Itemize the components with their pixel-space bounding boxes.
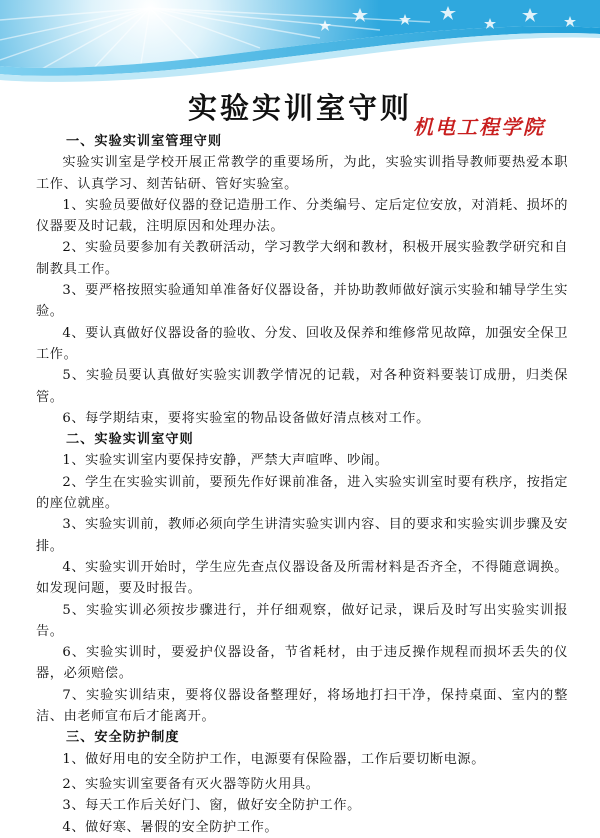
rule-paragraph: 7、实验实训结束，要将仪器设备整理好，将场地打扫干净，保持桌面、室内的整洁、由老师宣布后才能离开。 [36,687,568,725]
rule-paragraph: 5、实验实训必须按步骤进行，并仔细观察，做好记录，课后及时写出实验实训报告。 [36,602,568,639]
school-name: 机电工程学院 [413,115,545,139]
rule-paragraph: 4、要认真做好仪器设备的验收、分发、回收及保养和维修常见故障，加强安全保卫工作。 [36,325,568,362]
banner-graphic [0,0,600,82]
section-safety [36,727,568,837]
rule-paragraph: 3、每天工作后关好门、窗，做好安全防护工作。 [62,798,361,814]
section-lab-rules [36,429,568,727]
rules-content [36,131,568,838]
rule-paragraph: 1、实验员要做好仪器的登记造册工作、分类编号、定后定位安放，对消耗、损坏的仪器要及时记载，注明原因和处理办法。 [36,197,568,235]
header-banner [0,0,600,82]
rule-paragraph: 4、实验实训开始时，学生应先查点仪器设备及所需材料是否齐全，不得随意调换。如发现问题，要及时报告。 [36,559,568,597]
rule-paragraph: 6、实验实训时，要爱护仪器设备，节省耗材，由于违反操作规程而损坏丢失的仪器，必须赔偿。 [36,645,568,682]
rule-paragraph: 2、实验员要参加有关教研活动，学习教学大纲和教材，积极开展实验教学研究和自制教具工作。 [36,240,568,277]
rule-paragraph: 2、实验实训室要备有灭火器等防火用具。 [62,776,320,792]
section-management [36,131,568,429]
page-title: 实验实训室守则 [187,91,412,125]
rule-paragraph: 3、实验实训前，教师必须向学生讲清实验实训内容、目的要求和实验实训步骤及安排。 [36,517,568,554]
rule-paragraph: 3、要严格按照实验通知单准备好仪器设备，并协助教师做好演示实验和辅导学生实验。 [36,283,568,320]
rule-paragraph: 4、做好寒、暑假的安全防护工作。 [62,819,279,835]
rule-paragraph: 2、学生在实验实训前，要预先作好课前准备，进入实验实训室时要有秩序，按指定的座位就座。 [36,474,568,512]
rule-paragraph: 1、做好用电的安全防护工作，电源要有保险器，工作后要切断电源。 [62,751,486,767]
section-heading: 二、实验实训室守则 [66,432,194,448]
rule-paragraph: 实验实训室是学校开展正常教学的重要场所，为此，实验实训指导教师要热爱本职工作、认真学习、刻苦钻研、管好实验室。 [36,155,568,192]
section-heading: 一、实验实训室管理守则 [66,134,223,149]
rule-paragraph: 1、实验实训室内要保持安静，严禁大声喧哗、吵闹。 [62,453,389,469]
rule-paragraph: 5、实验员要认真做好实验实训教学情况的记载，对各种资料要装订成册，归类保管。 [36,368,568,405]
rule-paragraph: 6、每学期结束，要将实验室的物品设备做好清点核对工作。 [62,410,430,426]
section-heading: 三、安全防护制度 [66,730,180,746]
